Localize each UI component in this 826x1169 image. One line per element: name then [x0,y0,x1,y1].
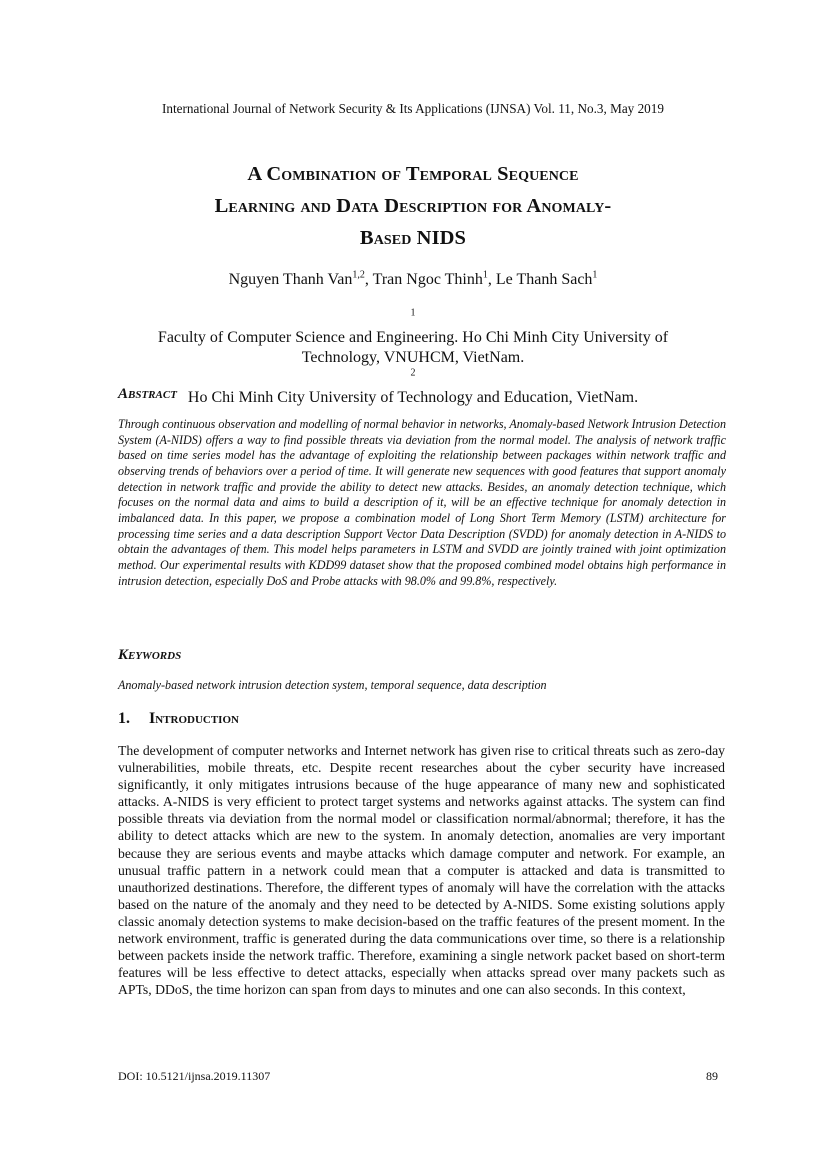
keywords-text: Anomaly-based network intrusion detection system, temporal sequence, data description [118,678,547,692]
paper-title [100,158,726,254]
affiliation-mark: 2 [410,367,416,379]
author-name: Nguyen Thanh Van [228,271,353,288]
affiliation-1-line-2: Technology, VNUHCM, VietNam. [301,349,525,366]
affiliation-2-text: Ho Chi Minh City University of Technology and Education, VietNam. [187,389,639,406]
author-affiliation-mark: 1 [482,269,488,281]
page-number: 89 [706,1069,718,1083]
author-separator: , [487,271,496,288]
journal-header: International Journal of Network Security & Its Applications (IJNSA) Vol. 11, No.3, May 2019 [162,101,664,116]
affiliation-2 [100,368,726,408]
introduction-body: The development of computer networks and Internet network has given rise to critical threats such as zero-day vulnerabilities, mobile threats, etc. Despite recent researches about the cyber security have increased significantly, it only mitigates intrusions because of the huge appearance of many new and sophisticated attacks. A-NIDS is very efficient to protect target systems and networks against attacks. The system can find possible threats via deviation from the normal model or classification normal/abnormal; therefore, it has the ability to detect attacks which are new to the system. In anomaly detection, anomalies are very important because they are serious events and maybe attacks which damage computer and network. For example, an unusual traffic pattern in a network could mean that a computer is attacked and data is transmitted to unauthorized destinations. Therefore, the different types of anomaly will have the correlation with the attacks based on the nature of the anomaly and they need to be detected by A-NIDS. Some existing solutions apply classic anomaly detection systems to make decision-based on the traffic features of the present moment. In the network environment, traffic is generated during the data communications over time, so there is a relationship between packets inside the network traffic. Therefore, examining a single network packet based on short-term features will be less effective to detect attacks, especially when attacks spread over many packets such as APTs, DDoS, the time horizon can span from days to minutes and one can also seconds. In this context, [118,743,725,998]
author-list [0,270,826,290]
title-line-1: A Combination of Temporal Sequence [247,163,579,185]
introduction-heading [118,709,239,729]
abstract-heading: Abstract [118,386,177,402]
affiliation-1-line-1: Faculty of Computer Science and Engineering. Ho Chi Minh City University of [157,329,669,346]
keywords-heading: Keywords [118,647,182,663]
author-separator: , [364,271,373,288]
title-line-3: Based NIDS [359,227,467,249]
section-number: 1. [118,710,130,727]
title-line-2: Learning and Data Description for Anomaly- [214,195,612,217]
abstract-text: Through continuous observation and modelling of normal behavior in networks, Anomaly-based Network Intrusion Detection System (A-NIDS) offers a way to find possible threats via deviation from the normal model. The analysis of network traffic based on time series model has the advantage of exploiting the relationship between packages within network traffic and observing trends of behaviors over a period of time. It will generate new sequences with good features that support anomaly detection in network traffic and provide the ability to detect new attacks. Besides, an anomaly detection technique, which focuses on the normal data and aims to build a description of it, will be an effective technique for anomaly detection in imbalanced data. In this paper, we propose a combination model of Long Short Term Memory (LSTM) architecture for processing time series and a data description Support Vector Data Description (SVDD) for anomaly detection in A-NIDS to obtain the advantages of them. This model helps parameters in LSTM and SVDD are jointly trained with joint optimization method. Our experimental results with KDD99 dataset show that the proposed combined model obtains high performance in intrusion detection, especially DoS and Probe attacks with 98.0% and 99.8%, respectively. [118,417,726,588]
affiliation-1 [100,308,726,348]
author-affiliation-mark: 1,2 [352,269,365,281]
affiliations [100,308,726,408]
author-name: Le Thanh Sach [495,271,593,288]
author-name: Tran Ngoc Thinh [372,271,483,288]
author-affiliation-mark: 1 [592,269,598,281]
footer-doi: DOI: 10.5121/ijnsa.2019.11307 [118,1069,271,1083]
section-title: Introduction [149,710,239,727]
affiliation-mark: 1 [410,307,416,319]
